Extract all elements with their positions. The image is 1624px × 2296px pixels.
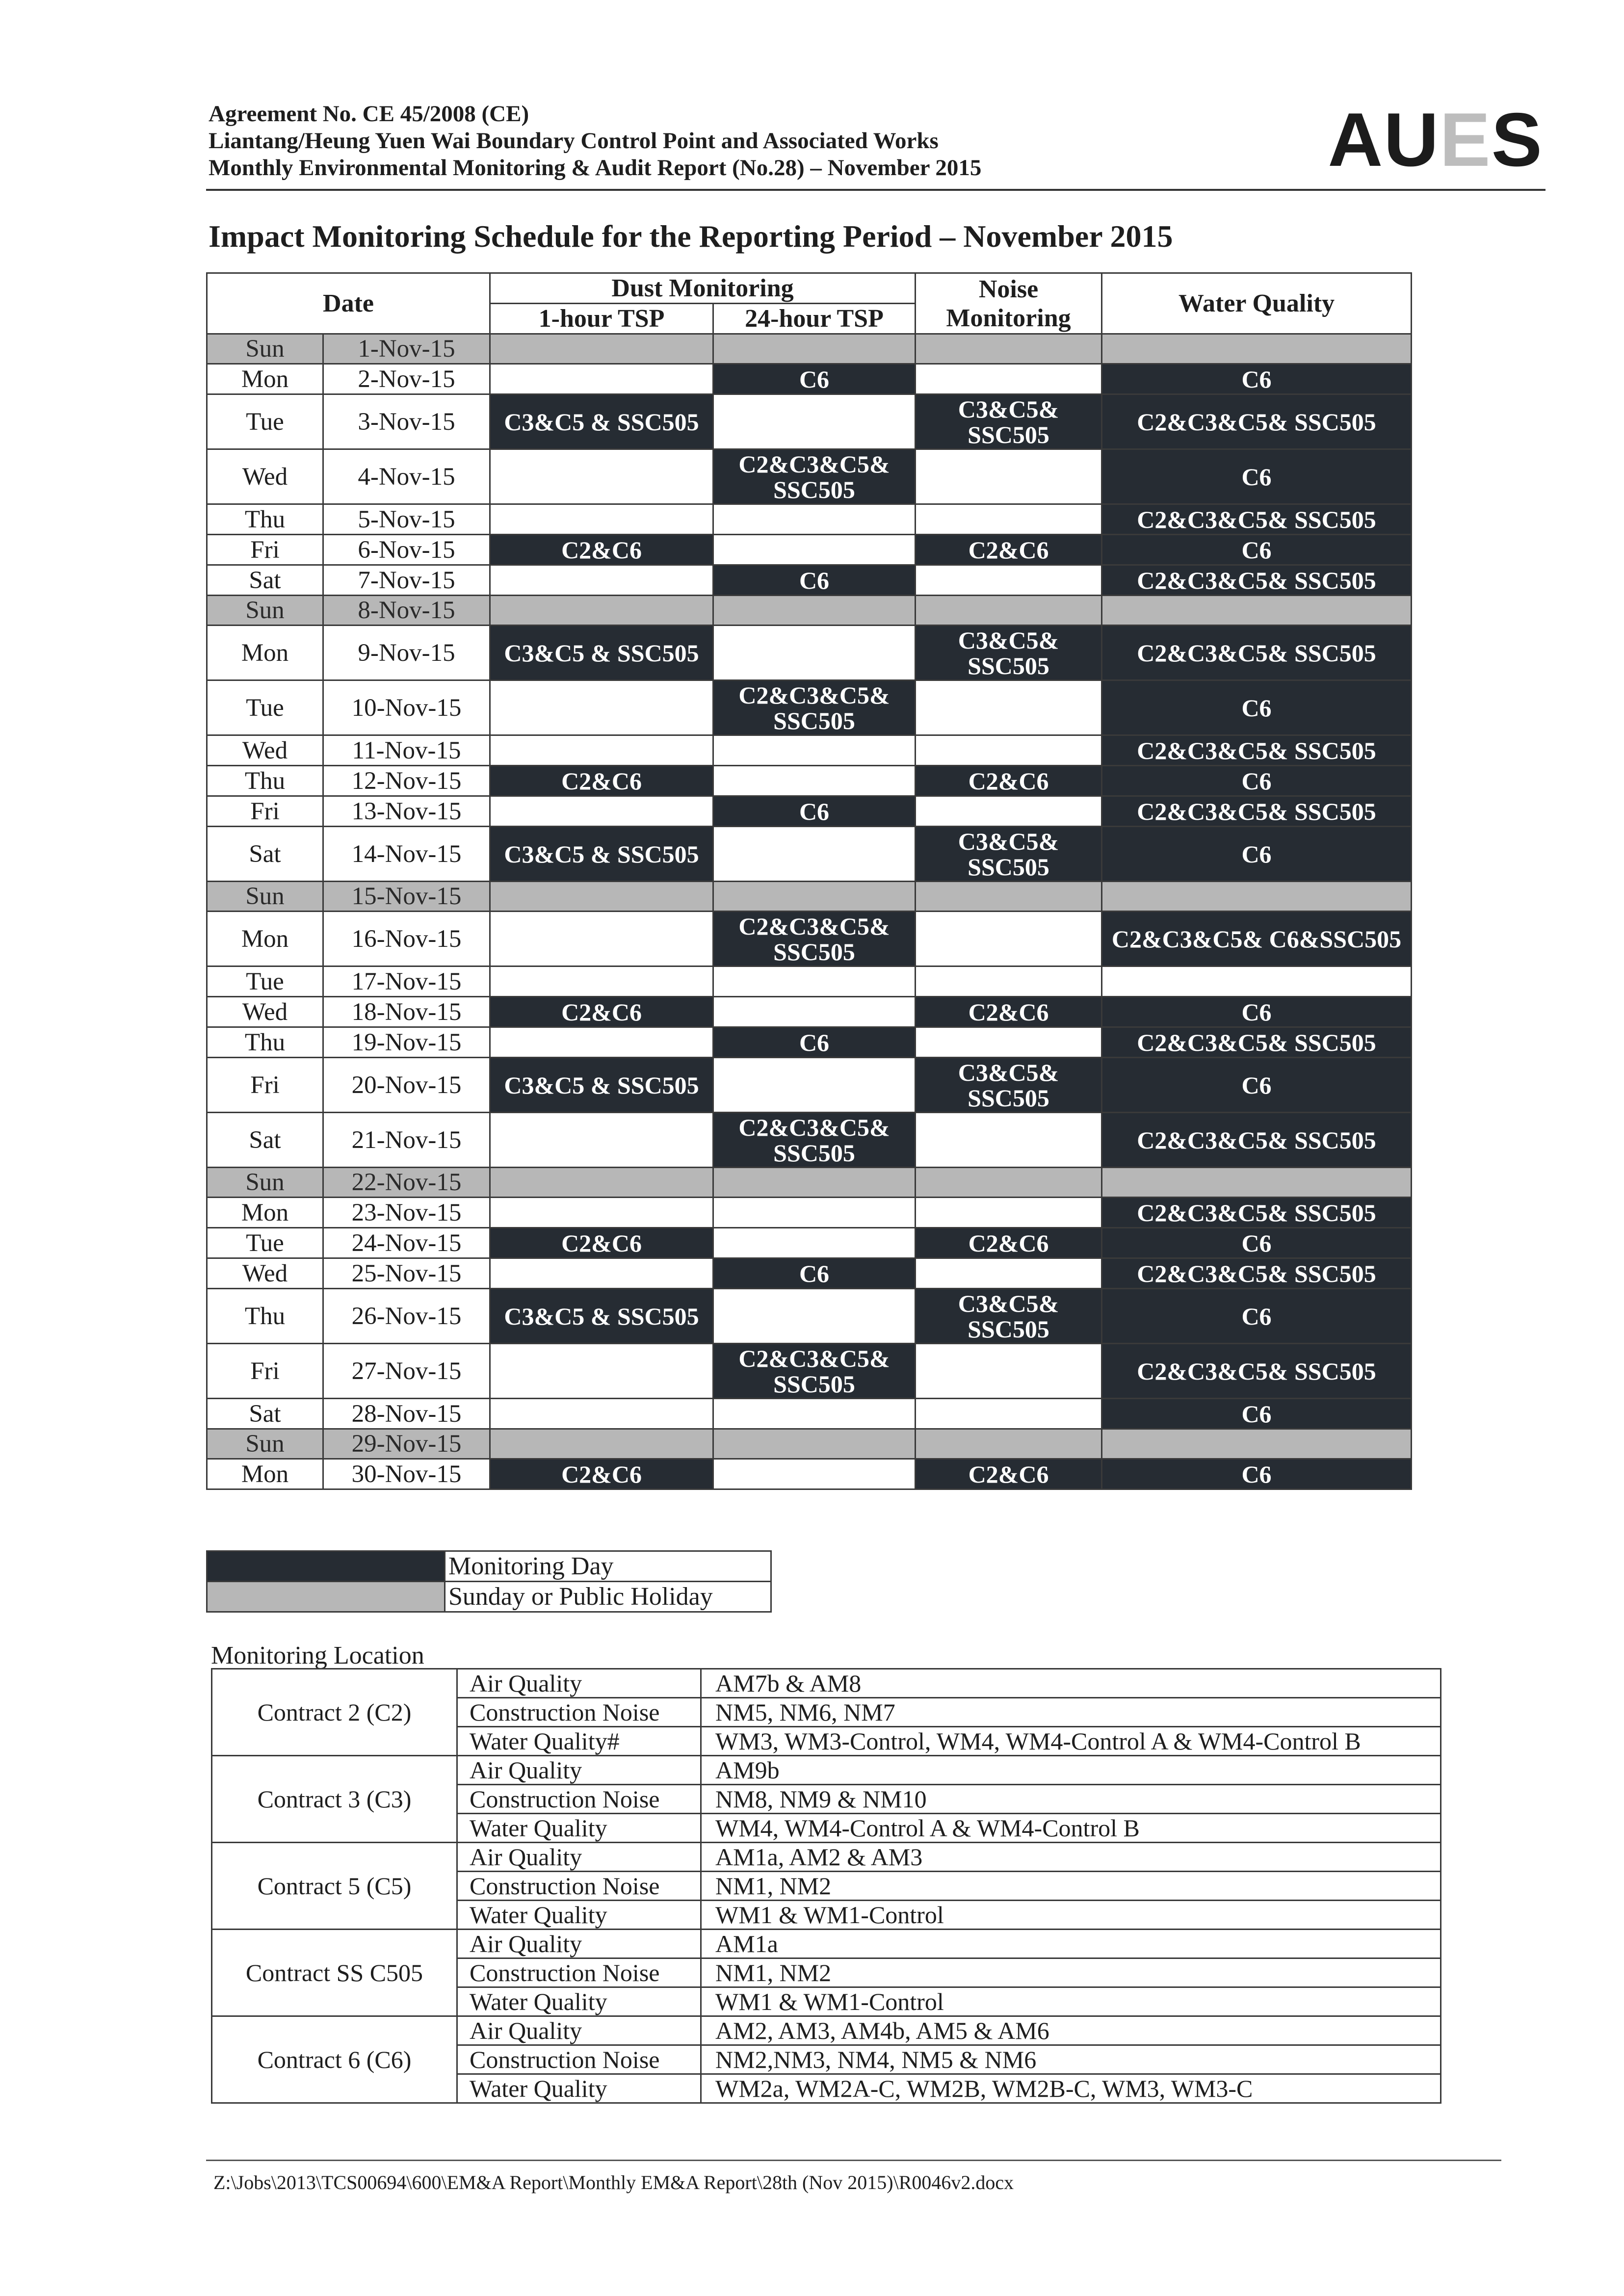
- day-cell: Wed: [207, 997, 323, 1027]
- water-quality-cell: C2&C3&C5& SSC505: [1102, 626, 1412, 680]
- schedule-row: [207, 1459, 1412, 1489]
- contract-name: Contract 6 (C6): [212, 2016, 457, 2103]
- day-cell: Fri: [207, 796, 323, 827]
- monitoring-type: Construction Noise: [457, 1872, 701, 1901]
- monitoring-type: Water Quality: [457, 2074, 701, 2103]
- water-quality-cell: C2&C3&C5& SSC505: [1102, 1113, 1412, 1168]
- tsp-1hour-cell: [490, 334, 713, 364]
- day-cell: Tue: [207, 1228, 323, 1258]
- date-cell: 30-Nov-15: [323, 1459, 490, 1489]
- schedule-row: [207, 766, 1412, 796]
- schedule-row: [207, 796, 1412, 827]
- tsp-1hour-cell: [490, 966, 713, 997]
- noise-cell: [916, 912, 1102, 966]
- day-cell: Tue: [207, 680, 323, 735]
- legend: [206, 1550, 772, 1613]
- noise-cell: [916, 1027, 1102, 1058]
- date-cell: 13-Nov-15: [323, 796, 490, 827]
- monitoring-stations: AM9b: [701, 1756, 1441, 1785]
- noise-cell: [916, 1168, 1102, 1198]
- date-cell: 7-Nov-15: [323, 565, 490, 596]
- monitoring-location-table: [211, 1668, 1441, 2104]
- legend-swatch-sunday: [207, 1582, 445, 1612]
- tsp-24hour-cell: [713, 504, 916, 535]
- tsp-24hour-cell: [713, 1459, 916, 1489]
- date-cell: 27-Nov-15: [323, 1344, 490, 1399]
- date-cell: 29-Nov-15: [323, 1429, 490, 1459]
- water-quality-cell: C2&C3&C5& SSC505: [1102, 735, 1412, 766]
- schedule-row: [207, 735, 1412, 766]
- day-cell: Wed: [207, 1258, 323, 1289]
- schedule-row: [207, 565, 1412, 596]
- water-quality-cell: C2&C3&C5& SSC505: [1102, 504, 1412, 535]
- noise-cell: [916, 1399, 1102, 1429]
- tsp-24hour-cell: [713, 966, 916, 997]
- date-header: Date: [207, 273, 490, 334]
- noise-cell: [916, 796, 1102, 827]
- monitoring-stations: WM1 & WM1-Control: [701, 1901, 1441, 1930]
- schedule-row: [207, 596, 1412, 626]
- tsp-1hour-cell: C2&C6: [490, 766, 713, 796]
- monitoring-type: Water Quality: [457, 1814, 701, 1843]
- monitoring-type: Construction Noise: [457, 2045, 701, 2074]
- noise-cell: C2&C6: [916, 766, 1102, 796]
- water-quality-cell: C6: [1102, 1228, 1412, 1258]
- water-quality-cell: C2&C3&C5& SSC505: [1102, 796, 1412, 827]
- day-cell: Thu: [207, 766, 323, 796]
- water-quality-cell: C6: [1102, 766, 1412, 796]
- file-path-footer: Z:\Jobs\2013\TCS00694\600\EM&A Report\Monthly EM&A Report\28th (Nov 2015)\R0046v2.docx: [213, 2171, 1014, 2193]
- tsp-1hour-cell: [490, 1344, 713, 1399]
- monitoring-stations: AM7b & AM8: [701, 1669, 1441, 1698]
- monitoring-type: Water Quality: [457, 1987, 701, 2016]
- water-quality-cell: C6: [1102, 1058, 1412, 1113]
- noise-cell: C3&C5& SSC505: [916, 1289, 1102, 1344]
- monitoring-stations: WM4, WM4-Control A & WM4-Control B: [701, 1814, 1441, 1843]
- tsp-1hour-cell: [490, 449, 713, 504]
- date-cell: 23-Nov-15: [323, 1198, 490, 1228]
- monitoring-stations: NM1, NM2: [701, 1958, 1441, 1987]
- monitoring-stations: NM5, NM6, NM7: [701, 1698, 1441, 1727]
- tsp-1hour-cell: C2&C6: [490, 535, 713, 565]
- date-cell: 9-Nov-15: [323, 626, 490, 680]
- tsp-1hour-cell: [490, 1258, 713, 1289]
- legend-label-monitoring: Monitoring Day: [445, 1551, 771, 1582]
- date-cell: 4-Nov-15: [323, 449, 490, 504]
- date-cell: 14-Nov-15: [323, 827, 490, 882]
- water-quality-cell: C2&C3&C5& SSC505: [1102, 565, 1412, 596]
- noise-cell: [916, 1113, 1102, 1168]
- tsp-24hour-cell: [713, 626, 916, 680]
- tsp-24hour-cell: [713, 394, 916, 449]
- schedule-row: [207, 1258, 1412, 1289]
- water-quality-cell: C6: [1102, 364, 1412, 394]
- header-divider: [206, 189, 1545, 191]
- date-cell: 12-Nov-15: [323, 766, 490, 796]
- legend-label-sunday: Sunday or Public Holiday: [445, 1582, 771, 1612]
- monitoring-stations: AM1a: [701, 1930, 1441, 1958]
- tsp-24hour-cell: [713, 1289, 916, 1344]
- monitoring-type: Air Quality: [457, 1756, 701, 1785]
- noise-cell: C3&C5& SSC505: [916, 626, 1102, 680]
- water-quality-cell: [1102, 596, 1412, 626]
- day-cell: Tue: [207, 394, 323, 449]
- tsp-1hour-cell: [490, 1027, 713, 1058]
- noise-cell: [916, 596, 1102, 626]
- day-cell: Fri: [207, 1058, 323, 1113]
- water-quality-cell: C6: [1102, 1399, 1412, 1429]
- tsp-24hour-cell: [713, 1228, 916, 1258]
- tsp-24hour-cell: C2&C3&C5& SSC505: [713, 449, 916, 504]
- water-quality-cell: C2&C3&C5& SSC505: [1102, 1344, 1412, 1399]
- tsp-24hour-cell: [713, 882, 916, 912]
- dust-monitoring-header: Dust Monitoring: [490, 273, 916, 304]
- tsp-1hour-cell: [490, 364, 713, 394]
- tsp-1hour-cell: [490, 1429, 713, 1459]
- schedule-row: [207, 394, 1412, 449]
- monitoring-stations: AM1a, AM2 & AM3: [701, 1843, 1441, 1872]
- monitoring-stations: AM2, AM3, AM4b, AM5 & AM6: [701, 2016, 1441, 2045]
- noise-cell: [916, 364, 1102, 394]
- day-cell: Sun: [207, 334, 323, 364]
- monitoring-type: Construction Noise: [457, 1785, 701, 1814]
- report-line: Monthly Environmental Monitoring & Audit Report (No.28) – November 2015: [209, 155, 982, 181]
- date-cell: 1-Nov-15: [323, 334, 490, 364]
- tsp-1hour-cell: [490, 504, 713, 535]
- tsp-24hour-cell: C6: [713, 1027, 916, 1058]
- schedule-row: [207, 827, 1412, 882]
- date-cell: 2-Nov-15: [323, 364, 490, 394]
- location-row: [212, 1669, 1441, 1698]
- noise-cell: C2&C6: [916, 997, 1102, 1027]
- schedule-row: [207, 912, 1412, 966]
- tsp-1hour-cell: [490, 1113, 713, 1168]
- tsp-1hour-cell: [490, 1168, 713, 1198]
- day-cell: Mon: [207, 912, 323, 966]
- water-quality-cell: C6: [1102, 1289, 1412, 1344]
- noise-cell: [916, 680, 1102, 735]
- schedule-row: [207, 1228, 1412, 1258]
- date-cell: 10-Nov-15: [323, 680, 490, 735]
- day-cell: Thu: [207, 504, 323, 535]
- schedule-row: [207, 1113, 1412, 1168]
- water-quality-cell: C2&C3&C5& SSC505: [1102, 1027, 1412, 1058]
- tsp-24hour-cell: C6: [713, 565, 916, 596]
- day-cell: Mon: [207, 1198, 323, 1228]
- date-cell: 15-Nov-15: [323, 882, 490, 912]
- schedule-row: [207, 535, 1412, 565]
- date-cell: 26-Nov-15: [323, 1289, 490, 1344]
- noise-cell: [916, 1258, 1102, 1289]
- tsp-1hour-cell: [490, 1198, 713, 1228]
- water-quality-cell: [1102, 1429, 1412, 1459]
- monitoring-type: Air Quality: [457, 1843, 701, 1872]
- schedule-row: [207, 882, 1412, 912]
- tsp-1hour-cell: [490, 912, 713, 966]
- noise-cell: C2&C6: [916, 1459, 1102, 1489]
- monitoring-stations: WM1 & WM1-Control: [701, 1987, 1441, 2016]
- tsp-24hour-cell: [713, 1168, 916, 1198]
- day-cell: Sat: [207, 827, 323, 882]
- project-line: Liantang/Heung Yuen Wai Boundary Control Point and Associated Works: [209, 128, 939, 154]
- water-quality-cell: [1102, 334, 1412, 364]
- tsp-24hour-cell: C6: [713, 1258, 916, 1289]
- monitoring-type: Air Quality: [457, 1669, 701, 1698]
- day-cell: Mon: [207, 626, 323, 680]
- water-quality-header: Water Quality: [1102, 273, 1412, 334]
- schedule-row: [207, 504, 1412, 535]
- schedule-row: [207, 680, 1412, 735]
- monitoring-type: Air Quality: [457, 2016, 701, 2045]
- noise-cell: C2&C6: [916, 535, 1102, 565]
- tsp-1hour-cell: [490, 680, 713, 735]
- monitoring-stations: NM1, NM2: [701, 1872, 1441, 1901]
- contract-name: Contract 2 (C2): [212, 1669, 457, 1756]
- tsp-1hour-cell: C2&C6: [490, 1459, 713, 1489]
- tsp-24hour-cell: C2&C3&C5& SSC505: [713, 680, 916, 735]
- day-cell: Wed: [207, 735, 323, 766]
- water-quality-cell: C2&C3&C5& SSC505: [1102, 1258, 1412, 1289]
- tsp-1hour-cell: [490, 596, 713, 626]
- tsp-1hour-cell: C3&C5 & SSC505: [490, 394, 713, 449]
- monitoring-stations: WM2a, WM2A-C, WM2B, WM2B-C, WM3, WM3-C: [701, 2074, 1441, 2103]
- water-quality-cell: C6: [1102, 449, 1412, 504]
- day-cell: Fri: [207, 535, 323, 565]
- tsp-24hour-cell: C2&C3&C5& SSC505: [713, 1344, 916, 1399]
- schedule-row: [207, 1429, 1412, 1459]
- noise-cell: [916, 1429, 1102, 1459]
- schedule-row: [207, 334, 1412, 364]
- schedule-row: [207, 1399, 1412, 1429]
- location-row: [212, 1756, 1441, 1785]
- day-cell: Fri: [207, 1344, 323, 1399]
- tsp-24hour-cell: [713, 766, 916, 796]
- footer-divider: [206, 2160, 1501, 2161]
- schedule-row: [207, 997, 1412, 1027]
- monitoring-stations: NM2,NM3, NM4, NM5 & NM6: [701, 2045, 1441, 2074]
- tsp-24hour-cell: C2&C3&C5& SSC505: [713, 912, 916, 966]
- contract-name: Contract 5 (C5): [212, 1843, 457, 1930]
- day-cell: Tue: [207, 966, 323, 997]
- location-row: [212, 2016, 1441, 2045]
- noise-monitoring-header: Noise Monitoring: [916, 273, 1102, 334]
- noise-cell: [916, 1198, 1102, 1228]
- date-cell: 22-Nov-15: [323, 1168, 490, 1198]
- tsp-24hour-cell: C6: [713, 364, 916, 394]
- tsp-24hour-cell: [713, 1429, 916, 1459]
- day-cell: Sat: [207, 565, 323, 596]
- day-cell: Thu: [207, 1289, 323, 1344]
- day-cell: Sun: [207, 1168, 323, 1198]
- date-cell: 18-Nov-15: [323, 997, 490, 1027]
- water-quality-cell: C2&C3&C5& C6&SSC505: [1102, 912, 1412, 966]
- noise-cell: [916, 1344, 1102, 1399]
- tsp-1hour-cell: [490, 735, 713, 766]
- tsp-24hour-cell: [713, 334, 916, 364]
- tsp-1hour-cell: [490, 796, 713, 827]
- contract-name: Contract SS C505: [212, 1930, 457, 2016]
- tsp-1hour-cell: C3&C5 & SSC505: [490, 626, 713, 680]
- schedule-table: [206, 272, 1412, 1490]
- tsp-24hour-cell: C2&C3&C5& SSC505: [713, 1113, 916, 1168]
- schedule-row: [207, 1027, 1412, 1058]
- day-cell: Mon: [207, 1459, 323, 1489]
- monitoring-type: Air Quality: [457, 1930, 701, 1958]
- monitoring-type: Water Quality#: [457, 1727, 701, 1756]
- tsp-1hour-header: 1-hour TSP: [490, 304, 713, 334]
- legend-swatch-monitoring: [207, 1551, 445, 1582]
- water-quality-cell: C2&C3&C5& SSC505: [1102, 394, 1412, 449]
- monitoring-type: Construction Noise: [457, 1698, 701, 1727]
- tsp-24hour-cell: [713, 1198, 916, 1228]
- date-cell: 20-Nov-15: [323, 1058, 490, 1113]
- noise-cell: C2&C6: [916, 1228, 1102, 1258]
- monitoring-type: Construction Noise: [457, 1958, 701, 1987]
- day-cell: Sun: [207, 1429, 323, 1459]
- monitoring-type: Water Quality: [457, 1901, 701, 1930]
- day-cell: Mon: [207, 364, 323, 394]
- date-cell: 24-Nov-15: [323, 1228, 490, 1258]
- noise-cell: C3&C5& SSC505: [916, 394, 1102, 449]
- date-cell: 8-Nov-15: [323, 596, 490, 626]
- tsp-24hour-cell: C6: [713, 796, 916, 827]
- schedule-title: Impact Monitoring Schedule for the Reporting Period – November 2015: [209, 219, 1173, 254]
- noise-cell: [916, 449, 1102, 504]
- tsp-24hour-cell: [713, 596, 916, 626]
- water-quality-cell: [1102, 882, 1412, 912]
- water-quality-cell: C6: [1102, 680, 1412, 735]
- tsp-1hour-cell: C3&C5 & SSC505: [490, 827, 713, 882]
- water-quality-cell: C2&C3&C5& SSC505: [1102, 1198, 1412, 1228]
- water-quality-cell: C6: [1102, 827, 1412, 882]
- date-cell: 21-Nov-15: [323, 1113, 490, 1168]
- noise-cell: [916, 735, 1102, 766]
- schedule-row: [207, 966, 1412, 997]
- location-row: [212, 1930, 1441, 1958]
- date-cell: 17-Nov-15: [323, 966, 490, 997]
- day-cell: Wed: [207, 449, 323, 504]
- schedule-row: [207, 1198, 1412, 1228]
- noise-cell: [916, 966, 1102, 997]
- tsp-24hour-cell: [713, 1399, 916, 1429]
- date-cell: 6-Nov-15: [323, 535, 490, 565]
- tsp-1hour-cell: [490, 1399, 713, 1429]
- tsp-1hour-cell: C2&C6: [490, 1228, 713, 1258]
- date-cell: 28-Nov-15: [323, 1399, 490, 1429]
- tsp-1hour-cell: [490, 882, 713, 912]
- tsp-1hour-cell: C3&C5 & SSC505: [490, 1058, 713, 1113]
- date-cell: 3-Nov-15: [323, 394, 490, 449]
- day-cell: Sat: [207, 1399, 323, 1429]
- day-cell: Sun: [207, 596, 323, 626]
- schedule-row: [207, 1289, 1412, 1344]
- tsp-24hour-header: 24-hour TSP: [713, 304, 916, 334]
- day-cell: Sat: [207, 1113, 323, 1168]
- water-quality-cell: [1102, 1168, 1412, 1198]
- water-quality-cell: C6: [1102, 1459, 1412, 1489]
- noise-cell: C3&C5& SSC505: [916, 827, 1102, 882]
- monitoring-stations: NM8, NM9 & NM10: [701, 1785, 1441, 1814]
- tsp-1hour-cell: C3&C5 & SSC505: [490, 1289, 713, 1344]
- date-cell: 11-Nov-15: [323, 735, 490, 766]
- date-cell: 5-Nov-15: [323, 504, 490, 535]
- noise-cell: C3&C5& SSC505: [916, 1058, 1102, 1113]
- monitoring-location-title: Monitoring Location: [211, 1642, 424, 1670]
- day-cell: Thu: [207, 1027, 323, 1058]
- tsp-24hour-cell: [713, 827, 916, 882]
- aues-logo: AUES: [1328, 97, 1543, 182]
- day-cell: Sun: [207, 882, 323, 912]
- water-quality-cell: [1102, 966, 1412, 997]
- monitoring-stations: WM3, WM3-Control, WM4, WM4-Control A & WM4-Control B: [701, 1727, 1441, 1756]
- tsp-24hour-cell: [713, 535, 916, 565]
- schedule-row: [207, 364, 1412, 394]
- contract-name: Contract 3 (C3): [212, 1756, 457, 1843]
- water-quality-cell: C6: [1102, 535, 1412, 565]
- location-row: [212, 1843, 1441, 1872]
- tsp-1hour-cell: C2&C6: [490, 997, 713, 1027]
- schedule-row: [207, 1058, 1412, 1113]
- agreement-line: Agreement No. CE 45/2008 (CE): [209, 101, 529, 127]
- date-cell: 16-Nov-15: [323, 912, 490, 966]
- noise-cell: [916, 882, 1102, 912]
- schedule-row: [207, 1168, 1412, 1198]
- page-header: [209, 97, 1543, 189]
- tsp-24hour-cell: [713, 1058, 916, 1113]
- water-quality-cell: C6: [1102, 997, 1412, 1027]
- schedule-row: [207, 449, 1412, 504]
- tsp-24hour-cell: [713, 735, 916, 766]
- noise-cell: [916, 334, 1102, 364]
- schedule-row: [207, 626, 1412, 680]
- schedule-row: [207, 1344, 1412, 1399]
- date-cell: 19-Nov-15: [323, 1027, 490, 1058]
- tsp-24hour-cell: [713, 997, 916, 1027]
- noise-cell: [916, 504, 1102, 535]
- tsp-1hour-cell: [490, 565, 713, 596]
- noise-cell: [916, 565, 1102, 596]
- date-cell: 25-Nov-15: [323, 1258, 490, 1289]
